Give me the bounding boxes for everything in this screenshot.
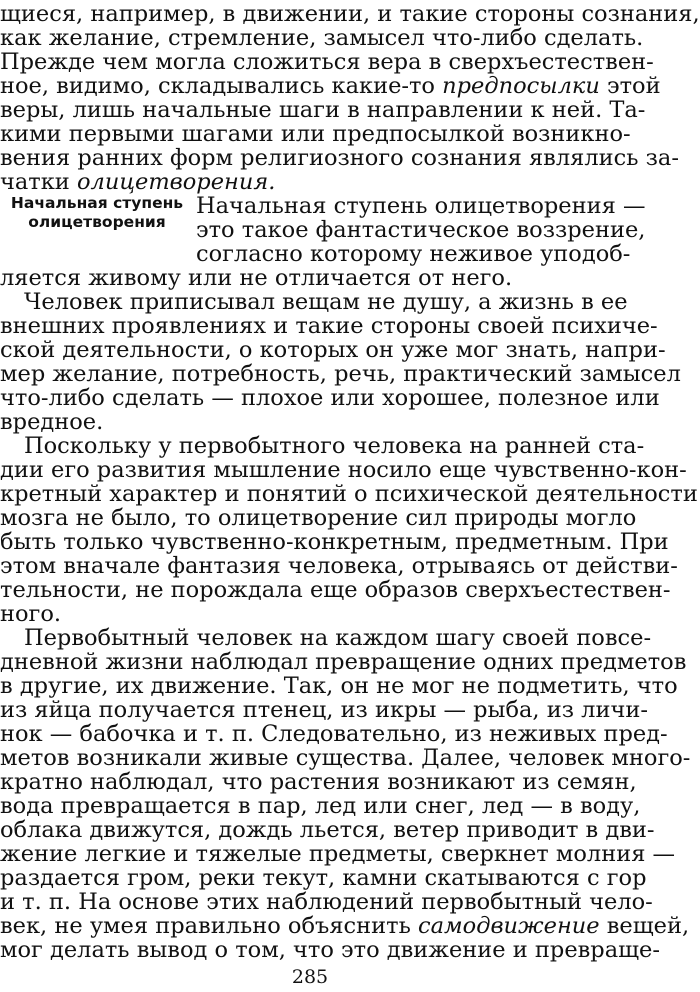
text-line	[0, 73, 661, 99]
text-line: жение легкие и тяжелые предметы, сверкнет молния —	[0, 841, 676, 867]
text-line: кими первыми шагами или предпосылкой возникно-	[0, 121, 631, 147]
paragraph-first-line: Первобытный человек на каждом шагу своей повсе-	[24, 625, 652, 651]
text-line: вредное.	[0, 409, 104, 435]
text-line: внешних проявлениях и такие стороны своей психиче-	[0, 313, 658, 339]
text-line: мог делать вывод о том, что это движение и превраще-	[0, 937, 660, 963]
text-line: Начальная ступень олицетворения —	[196, 193, 646, 219]
text-line: этом вначале фантазия человека, отрываясь от действи-	[0, 553, 678, 579]
text-line: облака движутся, дождь льется, ветер приводит в дви-	[0, 817, 655, 843]
emphasis-term: предпосылки	[442, 73, 600, 99]
text-line: ской деятельности, о которых он уже мог знать, напри-	[0, 337, 666, 363]
text-line: в другие, их движение. Так, он не мог не подметить, что	[0, 673, 678, 699]
page-number: 285	[291, 966, 329, 988]
sidenote-line: олицетворения	[28, 213, 166, 231]
text-line: быть только чувственно-конкретным, предметным. При	[0, 529, 669, 555]
sidenote-heading	[2, 194, 192, 232]
text-line: раздается гром, реки текут, камни скатываются с гор	[0, 865, 647, 891]
text-line: кратно наблюдал, что растения возникают из семян,	[0, 769, 637, 795]
text-line: щиеся, например, в движении, и такие стороны сознания,	[0, 1, 700, 27]
text-fragment: этой	[606, 73, 661, 99]
text-fragment: вещей,	[606, 913, 690, 939]
text-line	[0, 170, 612, 194]
emphasis-term: самодвижение	[417, 913, 600, 939]
text-line: вения ранних форм религиозного сознания являлись за-	[0, 145, 679, 171]
text-line: кретный характер и понятий о психической деятельности	[0, 481, 698, 507]
paragraph-first-line: Человек приписывал вещам не душу, а жизнь в ее	[24, 289, 628, 315]
text-line: это такое фантастическое воззрение,	[196, 217, 646, 243]
text-line: тельности, не порождала еще образов сверхъестествен-	[0, 577, 671, 603]
text-line: метов возникали живые существа. Далее, человек много-	[0, 745, 691, 771]
text-fragment: ное, видимо, складывались какие-то	[0, 73, 435, 99]
text-line: из яйца получается птенец, из икры — рыба, из личи-	[0, 697, 648, 723]
text-line: и т. п. На основе этих наблюдений первобытный чело-	[0, 889, 653, 915]
text-fragment: век, не умея правильно объяснить	[0, 913, 411, 939]
text-line: дневной жизни наблюдал превращение одних предметов	[0, 649, 687, 675]
text-line: согласно которому неживое уподоб-	[196, 241, 631, 267]
text-line: Прежде чем могла сложиться вера в сверхъестествен-	[0, 49, 654, 75]
text-line: мозга не было, то олицетворение сил природы могло	[0, 505, 637, 531]
text-line: дии его развития мышление носило еще чувственно-кон-	[0, 457, 687, 483]
text-line: нок — бабочка и т. п. Следовательно, из неживых пред-	[0, 721, 668, 747]
text-line: что-либо сделать — плохое или хорошее, полезное или	[0, 385, 660, 411]
text-line: мер желание, потребность, речь, практический замысел	[0, 361, 681, 387]
paragraph-first-line: Поскольку у первобытного человека на ранней ста-	[24, 433, 645, 459]
text-line: вода превращается в пар, лед или снег, лед — в воду,	[0, 793, 641, 819]
text-line: веры, лишь начальные шаги в направлении к ней. Та-	[0, 97, 646, 123]
text-line: как желание, стремление, замысел что-либо сделать.	[0, 25, 644, 51]
text-line: ного.	[0, 601, 62, 627]
text-line: ляется живому или не отличается от него.	[0, 265, 513, 291]
text-fragment: чатки	[0, 169, 70, 195]
text-line	[0, 913, 690, 939]
emphasis-term: олицетворения.	[76, 169, 276, 195]
sidenote-line: Начальная ступень	[10, 194, 184, 212]
